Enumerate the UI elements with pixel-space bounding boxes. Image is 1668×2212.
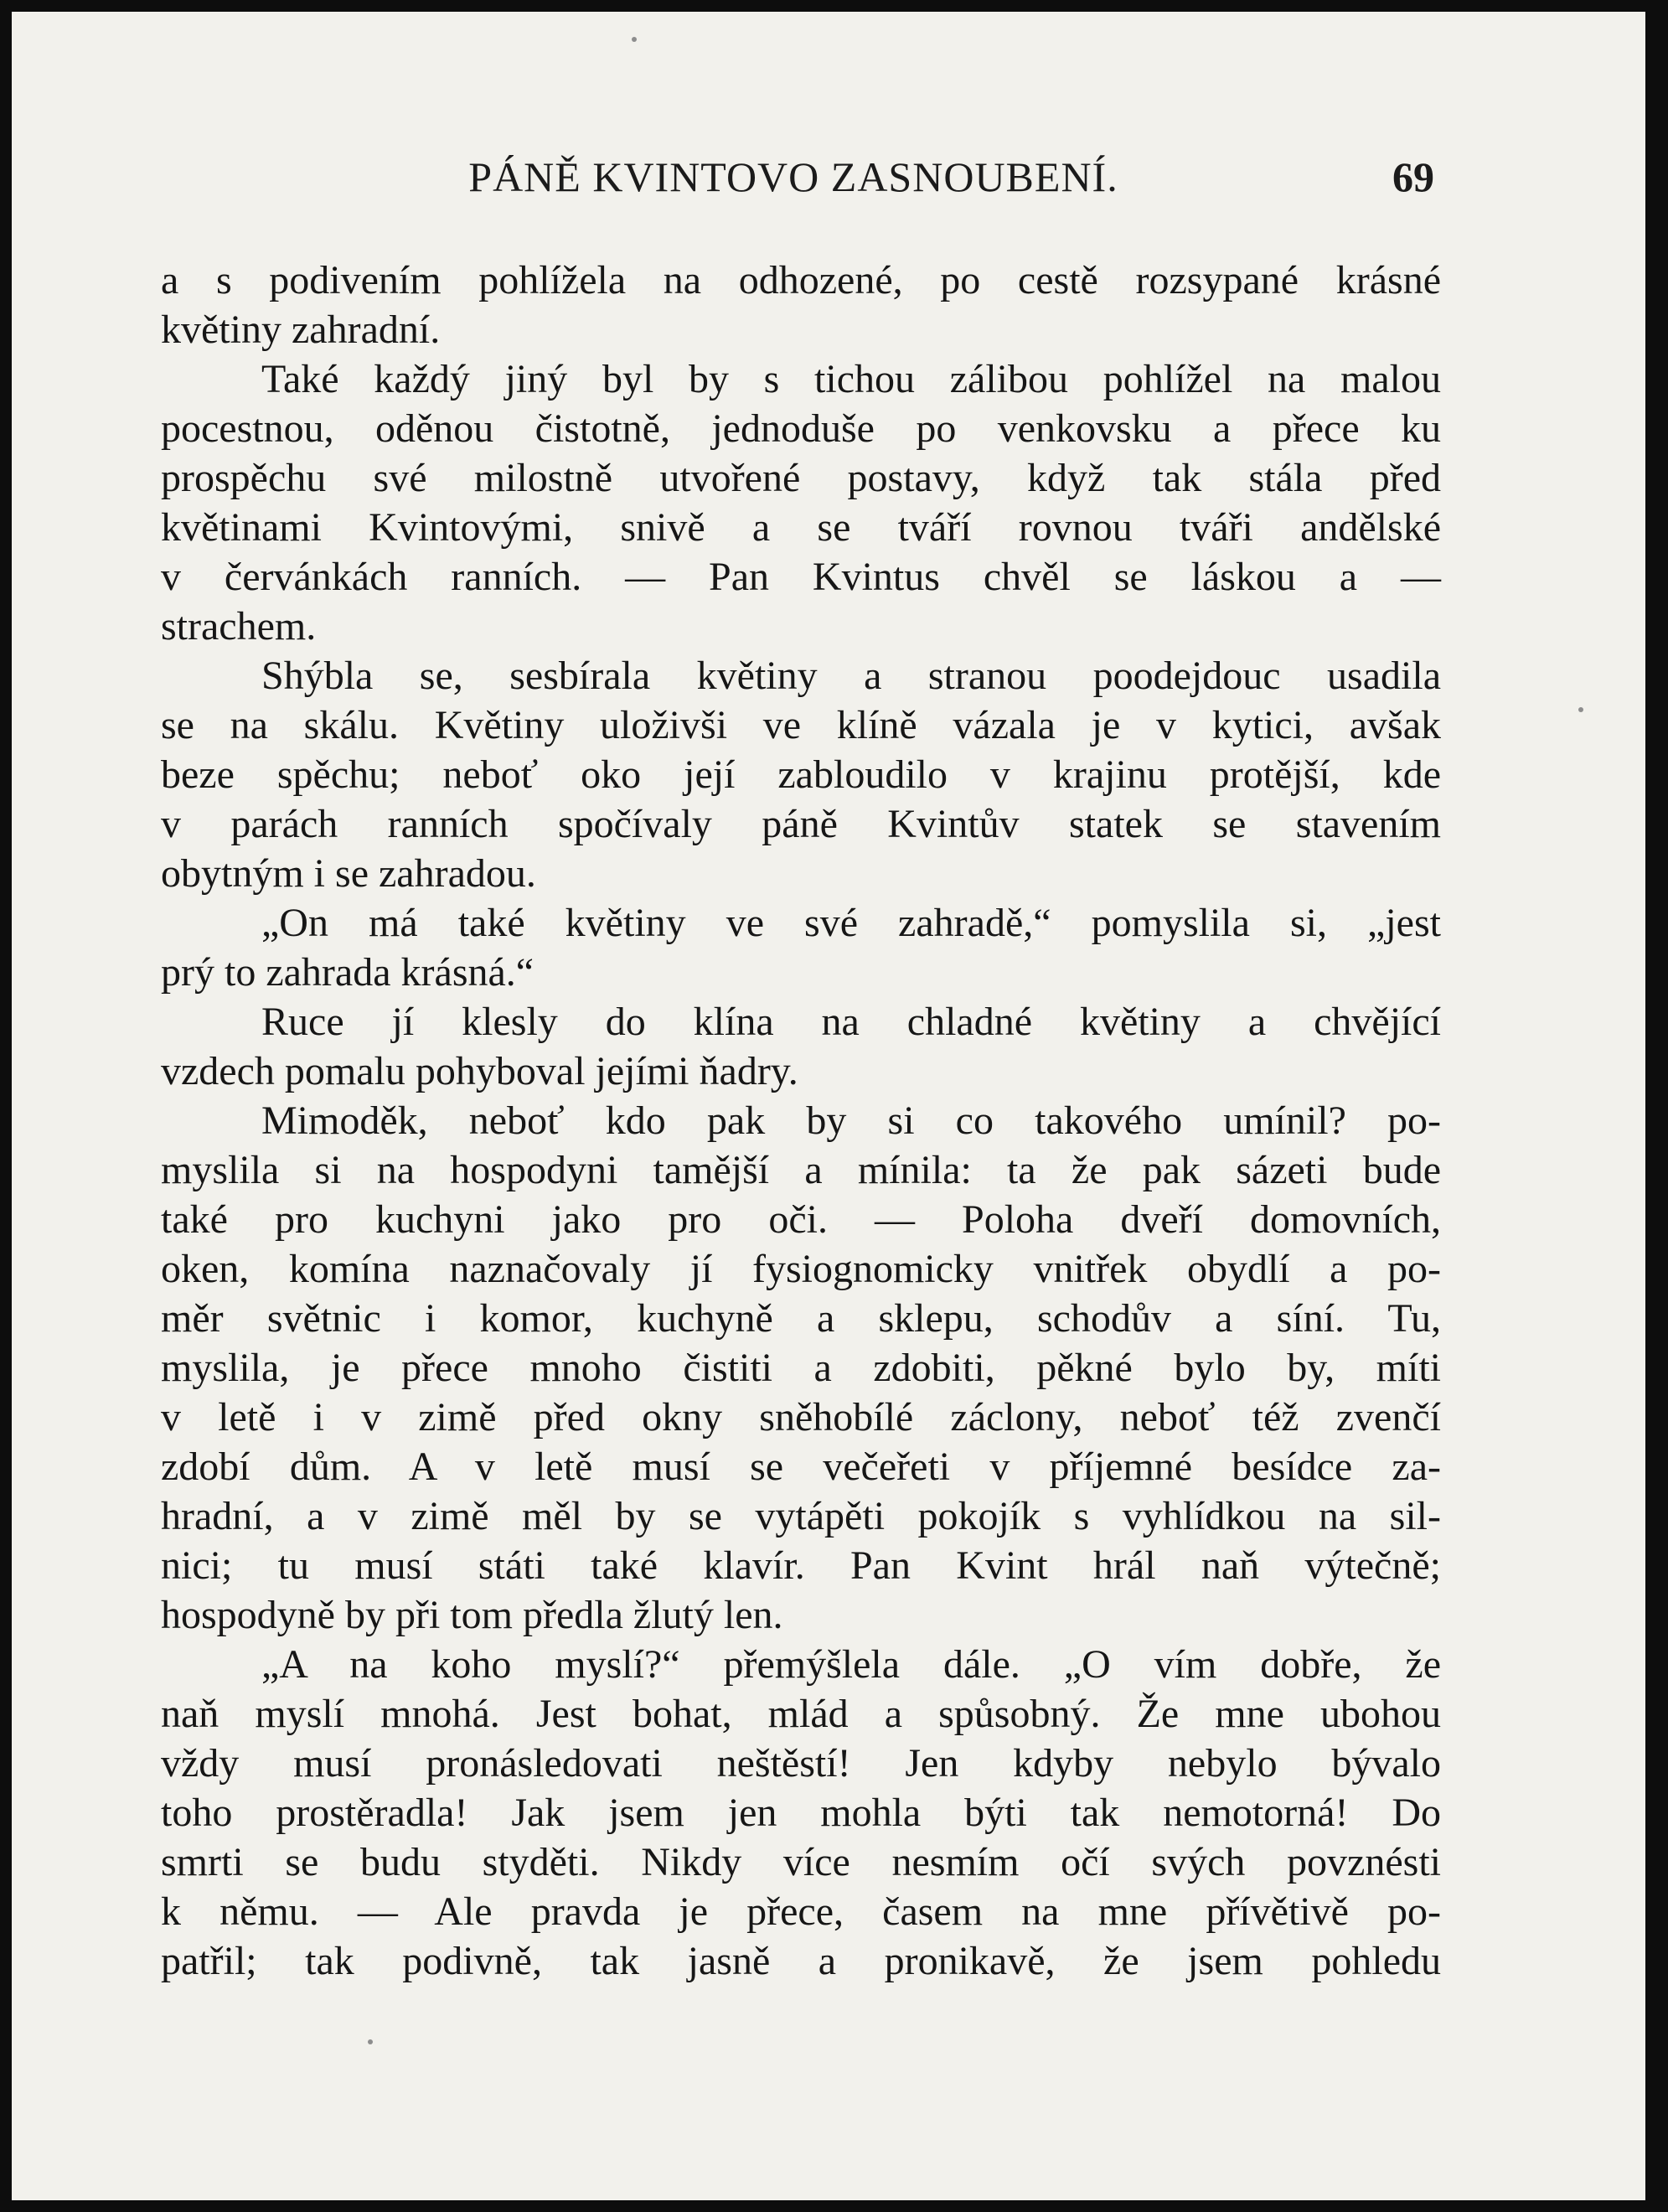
text-line: Také každý jiný byl by s tichou zálibou pohlížel na malou	[261, 357, 1441, 401]
text-line: také pro kuchyni jako pro oči. — Poloha dveří domovních,	[161, 1197, 1441, 1242]
text-line: a s podivením pohlížela na odhozené, po cestě rozsypané krásné	[161, 258, 1441, 302]
text-line: květinami Kvintovými, snivě a se tváří rovnou tváři andělské	[161, 505, 1441, 550]
page-number: 69	[1392, 153, 1434, 200]
text-line: pocestnou, oděnou čistotně, jednoduše po venkovsku a přece ku	[161, 406, 1441, 451]
text-line: vždy musí pronásledovati neštěstí! Jen kdyby nebylo bývalo	[161, 1741, 1441, 1786]
text-line: „A na koho myslí?“ přemýšlela dále. „O vím dobře, že	[261, 1642, 1441, 1687]
text-line: Shýbla se, sesbírala květiny a stranou poodejdouc usadila	[261, 654, 1441, 698]
text-line: toho prostěradla! Jak jsem jen mohla býti tak nemotorná! Do	[161, 1791, 1441, 1835]
text-line: prý to zahrada krásná.“	[161, 950, 534, 995]
book-page	[12, 12, 1645, 2200]
text-line: k němu. — Ale pravda je přece, časem na mne přívětivě po-	[161, 1889, 1441, 1934]
text-line: smrti se budu styděti. Nikdy více nesmím očí svých povznésti	[161, 1840, 1441, 1884]
page-header	[152, 152, 1434, 211]
text-line: myslila, je přece mnoho čistiti a zdobiti, pěkné bylo by, míti	[161, 1346, 1441, 1390]
text-line: vzdech pomalu pohyboval jejími ňadry.	[161, 1049, 798, 1093]
running-title: PÁNĚ KVINTOVO ZASNOUBENÍ.	[468, 153, 1118, 200]
text-line: v červánkách ranních. — Pan Kvintus chvěl se láskou a —	[161, 555, 1441, 599]
text-line: Ruce jí klesly do klína na chladné květiny a chvějící	[261, 1000, 1441, 1044]
text-line: beze spěchu; neboť oko její zabloudilo v krajinu protější, kde	[161, 752, 1441, 797]
text-line: hospodyně by při tom předla žlutý len.	[161, 1593, 783, 1637]
text-line: „On má také květiny ve své zahradě,“ pomyslila si, „jest	[261, 901, 1441, 945]
text-line: hradní, a v zimě měl by se vytápěti pokojík s vyhlídkou na sil-	[161, 1494, 1441, 1538]
text-line: v parách ranních spočívaly páně Kvintův statek se stavením	[161, 802, 1441, 846]
text-line: v letě i v zimě před okny sněhobílé záclony, neboť též zvenčí	[161, 1395, 1441, 1439]
text-line: patřil; tak podivně, tak jasně a pronikavě, že jsem pohledu	[161, 1939, 1441, 1983]
ink-speck	[368, 2039, 373, 2044]
text-line: obytným i se zahradou.	[161, 851, 536, 896]
text-line: zdobí dům. A v letě musí se večeřeti v příjemné besídce za-	[161, 1445, 1441, 1489]
text-line: naň myslí mnohá. Jest bohat, mlád a spůsobný. Že mne ubohou	[161, 1692, 1441, 1736]
text-line: měr světnic i komor, kuchyně a sklepu, schodův a síní. Tu,	[161, 1296, 1441, 1341]
text-line: myslila si na hospodyni tamější a mínila: ta že pak sázeti bude	[161, 1148, 1441, 1192]
text-line: oken, komína naznačovaly jí fysiognomicky vnitřek obydlí a po-	[161, 1247, 1441, 1291]
text-line: se na skálu. Květiny uloživši ve klíně vázala je v kytici, avšak	[161, 703, 1441, 747]
ink-speck	[1578, 707, 1583, 712]
text-line: Mimoděk, neboť kdo pak by si co takového umínil? po-	[261, 1098, 1441, 1143]
ink-speck	[632, 37, 637, 42]
text-line: prospěchu své milostně utvořené postavy, když tak stála před	[161, 456, 1441, 500]
body-text	[161, 256, 1441, 1986]
text-line: nici; tu musí státi také klavír. Pan Kvint hrál naň výtečně;	[161, 1543, 1441, 1588]
text-line: květiny zahradní.	[161, 308, 441, 352]
text-line: strachem.	[161, 604, 317, 649]
